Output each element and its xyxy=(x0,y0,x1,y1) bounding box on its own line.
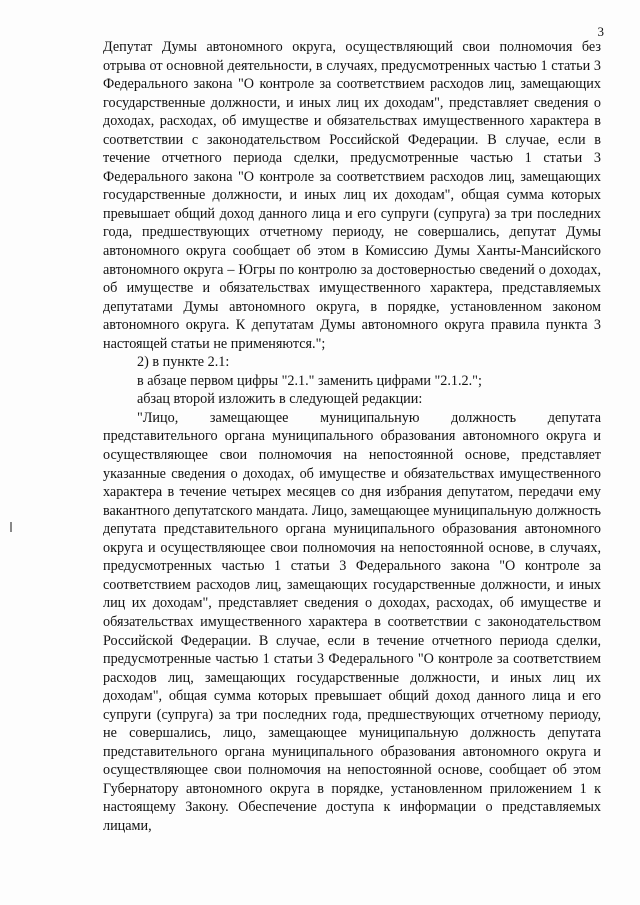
paragraph-deputy-duma-continuation: Депутат Думы автономного округа, осуществляющий свои полномочия без отрыва от основной деятельности, в случаях, предусмотренных частью 1 статьи 3 Федерального закона "О контроле за соответствием расходов лиц, замещающих государственные должности, и иных лиц их доходам", представляет сведения о доходах, расходах, об имуществе и обязательствах имущественного характера в соответствии с законодательством Российской Федерации. В случае, если в течение отчетного периода сделки, предусмотренные частью 1 статьи 3 Федерального закона "О контроле за соответствием расходов лиц, замещающих государственные должности, и иных лиц их доходам", общая сумма которых превышает общий доход данного лица и его супруги (супруга) за три последних года, предшествующих отчетному периоду, не совершались, депутат Думы автономного округа сообщает об этом в Комиссию Думы Ханты-Мансийского автономного округа – Югры по контролю за достоверностью сведений о доходах, об имуществе и обязательствах имущественного характера, представляемых депутатами Думы автономного округа, в порядке, установленном законом автономного округа. К депутатам Думы автономного округа правила пункта 3 настоящей статьи не применяются."; xyxy=(103,39,601,352)
paragraph-first-abzac-change: в абзаце первом цифры "2.1." заменить цифрами "2.1.2."; xyxy=(137,372,482,389)
margin-mark xyxy=(10,522,12,532)
paragraph-second-abzac-intro: абзац второй изложить в следующей редакции: xyxy=(137,391,423,408)
document-body xyxy=(103,38,601,836)
paragraph-new-wording: "Лицо, замещающее муниципальную должность депутата представительного органа муниципального образования автономного округа и осуществляющее свои полномочия на непостоянной основе, представляет указанные сведения о доходах, об имуществе и обязательствах имущественного характера в течение четырех месяцев со дня избрания депутатом, передачи ему вакантного депутатского мандата. Лицо, замещающее муниципальную должность депутата представительного органа муниципального образования автономного округа и осуществляющее свои полномочия на непостоянной основе, в случаях, предусмотренных частью 1 статьи 3 Федерального закона "О контроле за соответствием расходов лиц, замещающих государственные должности, и иных лиц их доходам", представляет сведения о доходах, расходах, об имуществе и обязательствах имущественного характера в соответствии с законодательством Российской Федерации. В случае, если в течение отчетного периода сделки, предусмотренные частью 1 статьи 3 Федерального "О контроле за соответствием расходов лиц, замещающих государственные должности, и иных лиц их доходам", общая сумма которых превышает общий доход данного лица и его супруги (супруга) за три последних года, предшествующих отчетному периоду, не совершались, лицо, замещающее муниципальную должность депутата представительного органа муниципального образования автономного округа и осуществляющее свои полномочия на непостоянной основе, сообщает об этом Губернатору автономного округа в порядке, установленном приложением 1 к настоящему Закону. Обеспечение доступа к информации о представляемых лицами, xyxy=(103,409,601,834)
paragraph-item-2: 2) в пункте 2.1: xyxy=(137,354,230,371)
page-number: 3 xyxy=(597,24,604,39)
